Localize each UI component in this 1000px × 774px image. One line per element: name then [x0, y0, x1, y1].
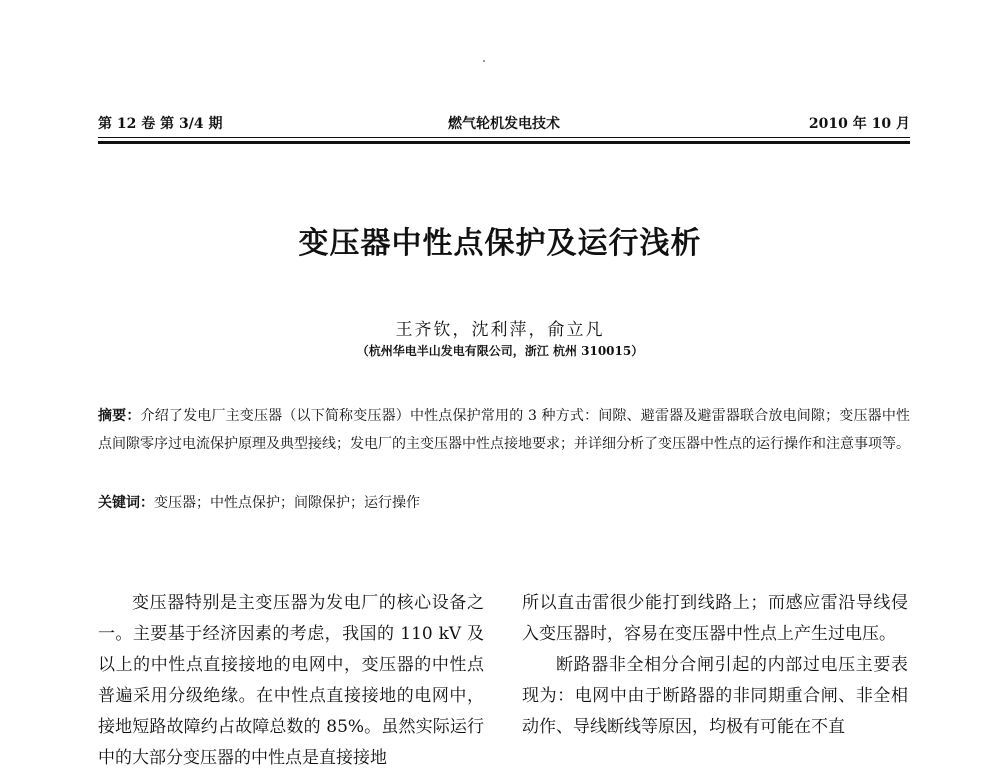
header-rule-thin — [98, 137, 910, 138]
scan-speck — [483, 60, 485, 62]
header-rule-thick — [98, 141, 910, 144]
abstract-label: 摘要： — [98, 408, 141, 424]
article-title: 变压器中性点保护及运行浅析 — [298, 226, 702, 261]
keywords-text: 变压器；中性点保护；间隙保护；运行操作 — [154, 495, 420, 511]
volume-issue: 第 12 卷 第 3/4 期 — [98, 116, 223, 132]
affiliation: （杭州华电半山发电有限公司，浙江 杭州 310015） — [356, 344, 644, 358]
body-paragraph: 变压器特别是主变压器为发电厂的核心设备之一。主要基于经济因素的考虑，我国的 110 kV 及以上的中性点直接接地的电网中，变压器的中性点普遍采用分级绝缘。在中性点直接接地的电网中，接地短路故障约占故障总数的 85%。虽然实际运行中的大部分变压器的中性点是直接接地 — [98, 593, 484, 768]
keywords — [98, 491, 910, 515]
authors: 王齐钦，沈利萍，俞立凡 — [395, 320, 605, 340]
abstract-text: 介绍了发电厂主变压器（以下简称变压器）中性点保护常用的 3 种方式：间隙、避雷器及避雷器联合放电间隙；变压器中性点间隙零序过电流保护原理及典型接线；发电厂的主变压器中性点接地要求；并详细分析了变压器中性点的运行操作和注意事项等。 — [98, 408, 911, 452]
journal-name: 燃气轮机发电技术 — [448, 116, 560, 132]
body-column-right — [522, 588, 908, 743]
running-header — [98, 113, 910, 133]
keywords-label: 关键词： — [98, 495, 154, 511]
body-paragraph: 所以直击雷很少能打到线路上；而感应雷沿导线侵入变压器时，容易在变压器中性点上产生过电压。 — [522, 593, 908, 644]
body-column-left — [98, 588, 484, 774]
body-paragraph: 断路器非全相分合闸引起的内部过电压主要表现为：电网中由于断路器的非同期重合闸、非全相动作、导线断线等原因，均极有可能在不直 — [522, 655, 908, 737]
abstract — [98, 402, 910, 458]
publication-date: 2010 年 10 月 — [808, 116, 910, 132]
